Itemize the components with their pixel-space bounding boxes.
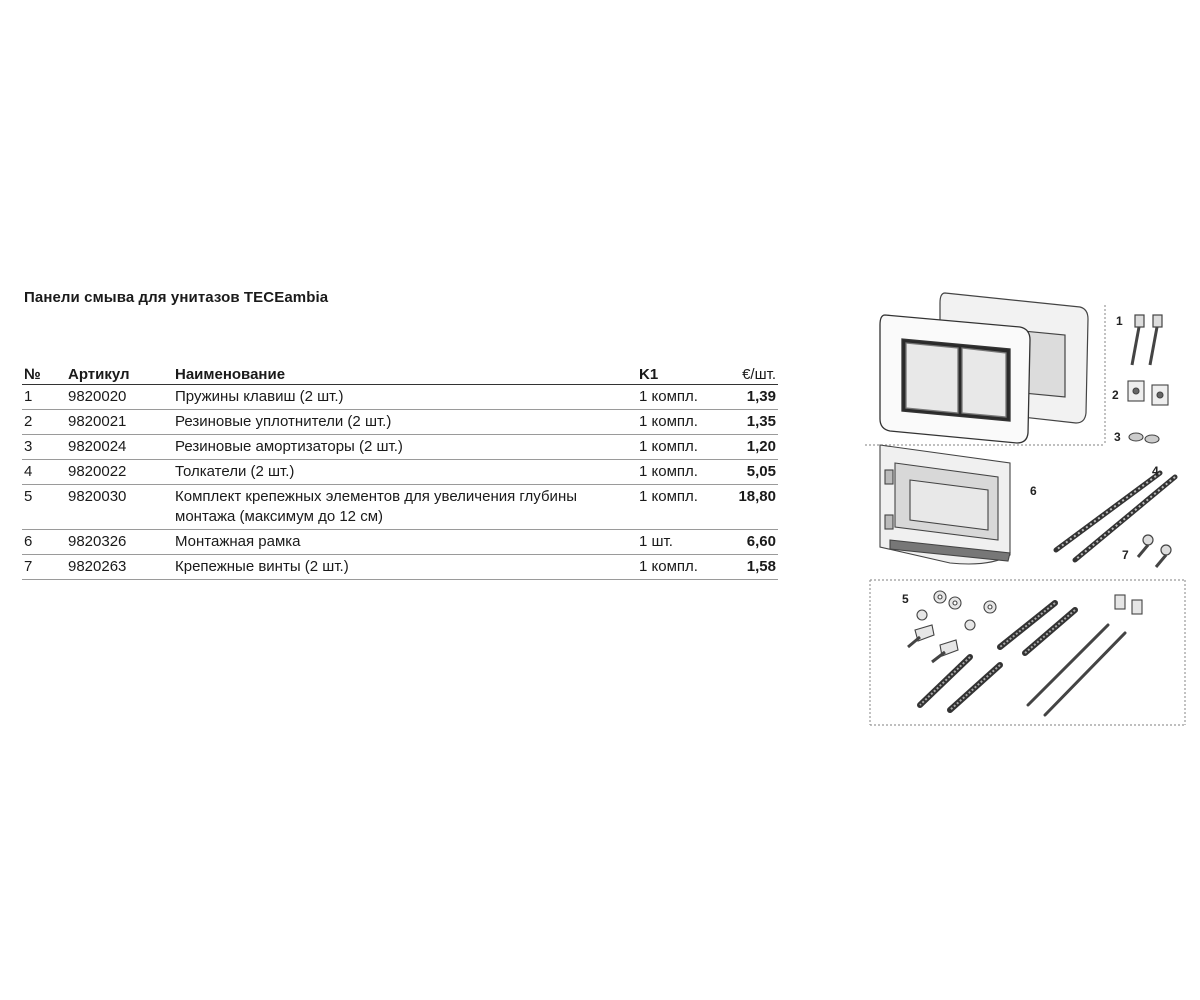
cell-k1: 1 шт.: [637, 530, 731, 555]
cell-price: 5,05: [731, 460, 778, 485]
header-article: Артикул: [66, 363, 173, 385]
table-row: [22, 460, 778, 485]
cell-article: 9820022: [66, 460, 173, 485]
part-label-1: 1: [1116, 314, 1123, 328]
cell-no: 1: [22, 385, 66, 410]
cell-price: 1,39: [731, 385, 778, 410]
cell-no: 4: [22, 460, 66, 485]
table-row: [22, 385, 778, 410]
cell-article: 9820024: [66, 435, 173, 460]
part-label-2: 2: [1112, 388, 1119, 402]
cell-k1: 1 компл.: [637, 555, 731, 580]
cell-name: Резиновые амортизаторы (2 шт.): [173, 435, 637, 460]
table-row: [22, 555, 778, 580]
header-price: €/шт.: [731, 363, 778, 385]
cell-name: Резиновые уплотнители (2 шт.): [173, 410, 637, 435]
cell-k1: 1 компл.: [637, 460, 731, 485]
part-label-7: 7: [1122, 548, 1129, 562]
header-k1: K1: [637, 363, 731, 385]
mounting-frame-icon: [880, 445, 1010, 564]
cell-article: 9820020: [66, 385, 173, 410]
cell-name: Толкатели (2 шт.): [173, 460, 637, 485]
cell-name: Пружины клавиш (2 шт.): [173, 385, 637, 410]
pusher-rod-icon: [1056, 473, 1175, 560]
parts-table: [22, 363, 778, 580]
key-spring-icon: [1132, 315, 1162, 365]
cell-article: 9820326: [66, 530, 173, 555]
cell-no: 6: [22, 530, 66, 555]
cell-name: Монтажная рамка: [173, 530, 637, 555]
table-row: [22, 485, 778, 530]
cell-price: 1,20: [731, 435, 778, 460]
part-label-3: 3: [1114, 430, 1121, 444]
cell-price: 18,80: [731, 485, 778, 530]
cell-price: 6,60: [731, 530, 778, 555]
flush-plate-front-icon: [880, 315, 1030, 443]
cell-k1: 1 компл.: [637, 410, 731, 435]
page-title: Панели смыва для унитазов TECEambia: [24, 289, 329, 306]
header-name: Наименование: [173, 363, 637, 385]
cell-no: 3: [22, 435, 66, 460]
cell-article: 9820263: [66, 555, 173, 580]
cell-no: 2: [22, 410, 66, 435]
part-label-5: 5: [902, 592, 909, 606]
cell-k1: 1 компл.: [637, 385, 731, 410]
cell-no: 5: [22, 485, 66, 530]
table-header-row: [22, 363, 778, 385]
table-row: [22, 530, 778, 555]
cell-article: 9820030: [66, 485, 173, 530]
cell-k1: 1 компл.: [637, 485, 731, 530]
mounting-screw-icon: [1138, 535, 1171, 567]
cell-name: Комплект крепежных элементов для увеличения глубины монтажа (максимум до 12 см): [173, 485, 637, 530]
rubber-damper-icon: [1129, 433, 1159, 443]
cell-article: 9820021: [66, 410, 173, 435]
parts-illustration: [860, 285, 1190, 730]
rubber-seal-icon: [1128, 381, 1168, 405]
cell-k1: 1 компл.: [637, 435, 731, 460]
cell-price: 1,35: [731, 410, 778, 435]
header-no: №: [22, 363, 66, 385]
part-label-4: 4: [1152, 464, 1159, 478]
table-row: [22, 435, 778, 460]
part-label-6: 6: [1030, 484, 1037, 498]
fastening-rod-icon: [920, 603, 1075, 710]
cell-name: Крепежные винты (2 шт.): [173, 555, 637, 580]
cell-price: 1,58: [731, 555, 778, 580]
cell-no: 7: [22, 555, 66, 580]
table-row: [22, 410, 778, 435]
